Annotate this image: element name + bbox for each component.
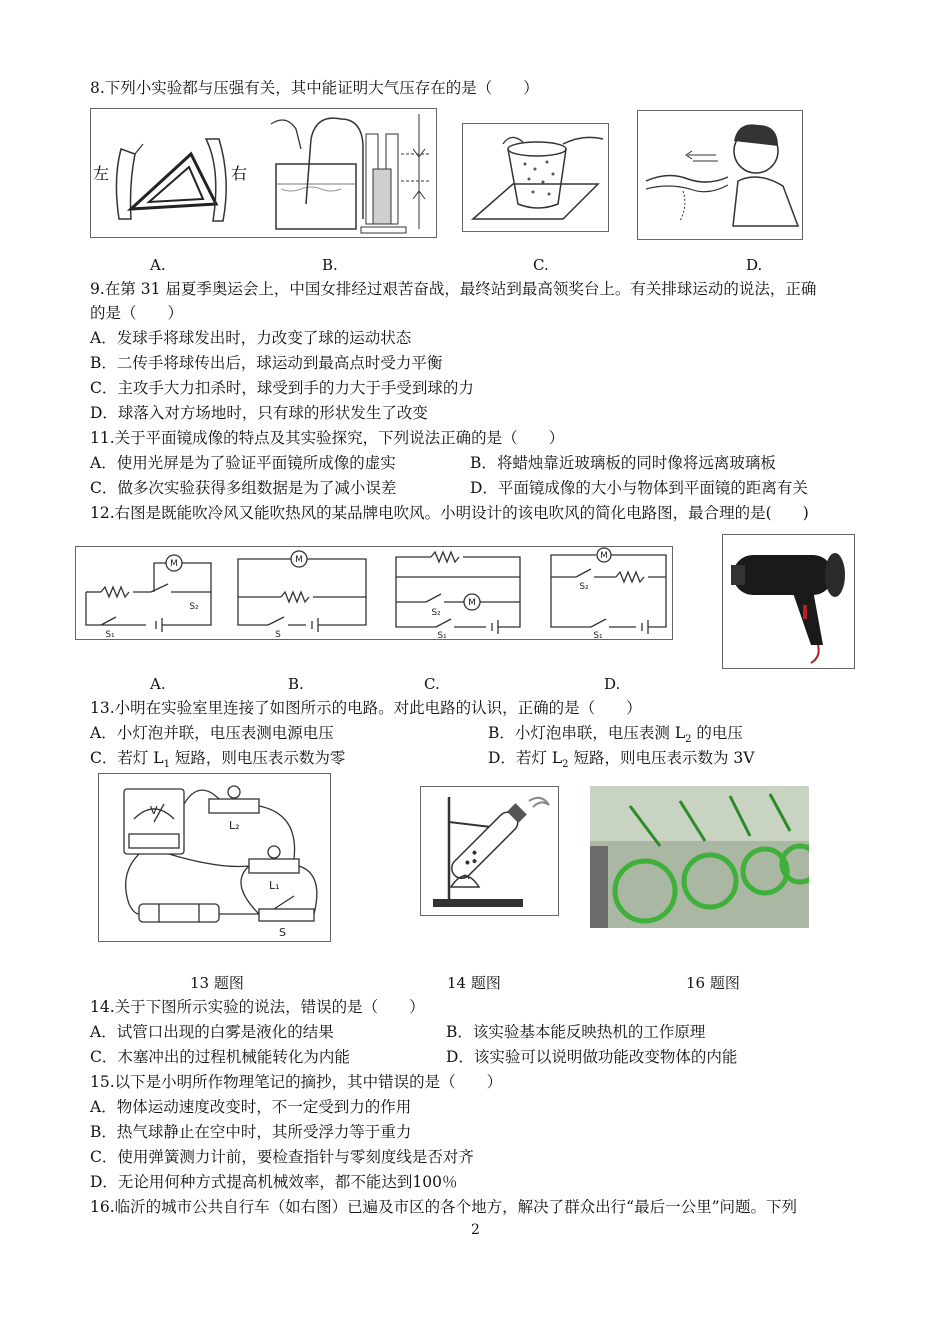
q13-option-d — [488, 748, 754, 775]
q8-figure-c — [462, 123, 609, 232]
q9-stem-line2: 的是（ ） — [90, 304, 184, 322]
q12-d-s1-label: S₁ — [593, 631, 603, 639]
q12-label-c: C. — [424, 675, 440, 693]
q13-fig-s-label: S — [279, 926, 286, 939]
q13-option-d-text-end: 短路，则电压表示数为 3V — [568, 749, 755, 767]
q13-stem: 13.小明在实验室里连接了如图所示的电路。对此电路的认识，正确的是（ ） — [90, 699, 642, 717]
q13-option-b-subscript: 2 — [685, 734, 692, 746]
q14-option-a: A．试管口出现的白雾是液化的结果 — [90, 1023, 334, 1041]
q14-figure — [420, 786, 559, 916]
q12-label-b: B. — [288, 675, 304, 693]
q15-option-d: D．无论用何种方式提高机械效率，都不能达到100％ — [90, 1173, 458, 1191]
q8-label-c: C. — [533, 256, 549, 274]
q13-option-c-text-end: 短路，则电压表示数为零 — [169, 749, 346, 767]
q15-option-a: A．物体运动速度改变时，不一定受到力的作用 — [90, 1098, 412, 1116]
q16-stem: 16.临沂的城市公共自行车（如右图）已遍及市区的各个地方，解决了群众出行“最后一公里”问题。下列 — [90, 1198, 798, 1216]
q13-fig-voltmeter-label: V — [150, 804, 158, 817]
q8-figure-d-drawing — [638, 111, 802, 239]
page-number: 2 — [471, 1222, 480, 1238]
q13-option-a: A．小灯泡并联，电压表测电源电压 — [90, 724, 334, 742]
q16-figure-bicycles — [590, 786, 809, 928]
q9-option-c: C．主攻手大力扣杀时，球受到手的力大于手受到球的力 — [90, 379, 474, 397]
q8-label-d: D. — [746, 256, 763, 274]
q13-option-b — [488, 723, 743, 750]
q13-option-b-text-end: 的电压 — [691, 724, 743, 742]
hair-dryer-image — [722, 534, 855, 669]
q12-d-motor-label: M — [600, 551, 608, 561]
q9-option-d: D．球落入对方场地时，只有球的形状发生了改变 — [90, 404, 428, 422]
q11-option-b: B．将蜡烛靠近玻璃板的同时像将远离玻璃板 — [470, 454, 776, 472]
q12-label-a: A. — [150, 675, 166, 693]
q15-option-b: B．热气球静止在空中时，其所受浮力等于重力 — [90, 1123, 412, 1141]
q12-stem: 12.右图是既能吹冷风又能吹热风的某品牌电吹风。小明设计的该电吹风的简化电路图，最合理的是( ) — [90, 504, 809, 522]
q8-figure-ab — [90, 108, 437, 238]
q13-option-c-subscript: 1 — [163, 759, 170, 771]
q12-c-motor-label: M — [468, 598, 476, 608]
q8-label-b: B. — [322, 256, 338, 274]
caption-fig16: 16 题图 — [686, 974, 740, 992]
q12-a-motor-label: M — [170, 559, 178, 569]
q15-stem: 15.以下是小明所作物理笔记的摘抄，其中错误的是（ ） — [90, 1073, 503, 1091]
q13-figure-drawing — [99, 774, 330, 941]
fig8a-left-label: 左 — [93, 164, 110, 183]
q8-figure-ab-drawing — [91, 109, 436, 237]
q11-stem: 11.关于平面镜成像的特点及其实验探究，下列说法正确的是（ ） — [90, 429, 565, 447]
hair-dryer-drawing — [723, 535, 854, 668]
q8-figure-c-drawing — [463, 124, 608, 231]
q14-option-d: D．该实验可以说明做功能改变物体的内能 — [446, 1048, 738, 1066]
q11-option-a: A．使用光屏是为了验证平面镜所成像的虚实 — [90, 454, 396, 472]
q9-option-b: B．二传手将球传出后，球运动到最高点时受力平衡 — [90, 354, 443, 372]
q13-fig-l2-label: L₂ — [229, 819, 240, 832]
q11-option-c: C．做多次实验获得多组数据是为了减小误差 — [90, 479, 397, 497]
q13-fig-l1-label: L₁ — [269, 879, 280, 892]
q12-c-s1-label: S₁ — [437, 631, 447, 639]
q8-stem: 8.下列小实验都与压强有关，其中能证明大气压存在的是（ ） — [90, 79, 539, 97]
fig8a-right-label: 右 — [231, 164, 248, 183]
q12-circuits-drawing — [76, 547, 672, 639]
q13-option-c-text: C．若灯 L — [90, 749, 164, 767]
q13-option-d-text: D．若灯 L — [488, 749, 563, 767]
q12-b-motor-label: M — [295, 555, 303, 565]
q13-figure — [98, 773, 331, 942]
q16-figure-drawing — [590, 786, 809, 928]
q9-stem-line1: 9.在第 31 届夏季奥运会上，中国女排经过艰苦奋战，最终站到最高领奖台上。有关排球运动的说法，正确 — [90, 280, 817, 298]
q14-figure-drawing — [421, 787, 558, 915]
q12-c-s2-label: S₂ — [431, 608, 441, 618]
q12-a-s2-label: S₂ — [189, 602, 199, 612]
q13-option-c — [90, 748, 345, 775]
caption-fig14: 14 题图 — [447, 974, 501, 992]
q13-option-b-text: B．小灯泡串联，电压表测 L — [488, 724, 686, 742]
q12-d-s2-label: S₂ — [579, 582, 589, 592]
q9-option-a: A．发球手将球发出时，力改变了球的运动状态 — [90, 329, 412, 347]
q12-b-s-label: S — [275, 630, 281, 639]
q12-label-d: D. — [604, 675, 621, 693]
caption-fig13: 13 题图 — [190, 974, 244, 992]
q14-option-b: B．该实验基本能反映热机的工作原理 — [446, 1023, 706, 1041]
q12-a-s1-label: S₁ — [105, 630, 115, 639]
q12-circuits-figure — [75, 546, 673, 640]
q15-option-c: C．使用弹簧测力计前，要检查指针与零刻度线是否对齐 — [90, 1148, 474, 1166]
q8-figure-d — [637, 110, 803, 240]
q8-label-a: A. — [150, 256, 166, 274]
q13-option-d-subscript: 2 — [562, 759, 569, 771]
q14-option-c: C．木塞冲出的过程机械能转化为内能 — [90, 1048, 350, 1066]
q11-option-d: D．平面镜成像的大小与物体到平面镜的距离有关 — [470, 479, 808, 497]
q14-stem: 14.关于下图所示实验的说法，错误的是（ ） — [90, 998, 425, 1016]
